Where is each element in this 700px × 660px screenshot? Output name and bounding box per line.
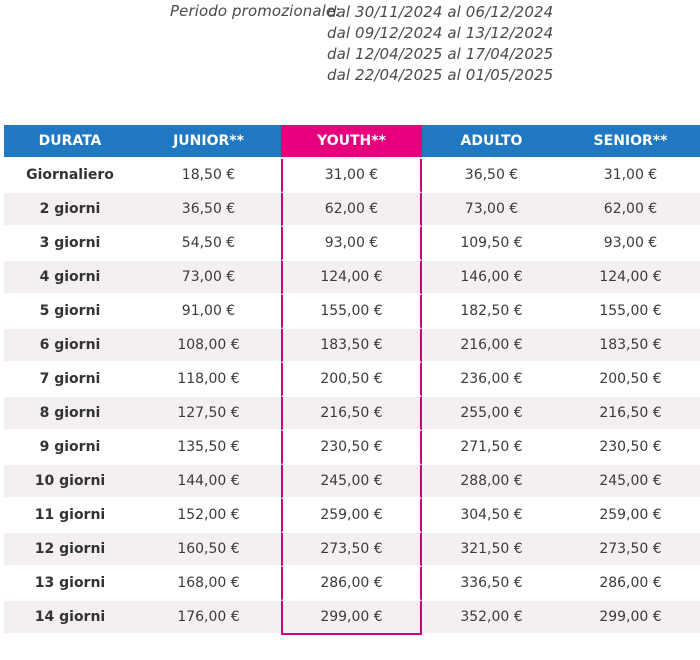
junior-price-cell: 144,00 € [136, 465, 281, 499]
adult-price-cell: 73,00 € [422, 193, 561, 227]
senior-price-cell: 124,00 € [561, 261, 700, 295]
senior-price-cell: 183,50 € [561, 329, 700, 363]
senior-price-cell: 31,00 € [561, 159, 700, 193]
adult-price-cell: 236,00 € [422, 363, 561, 397]
junior-price-cell: 73,00 € [136, 261, 281, 295]
adult-price-cell: 304,50 € [422, 499, 561, 533]
duration-cell: 3 giorni [4, 227, 136, 261]
senior-price-cell: 245,00 € [561, 465, 700, 499]
table-body [4, 159, 700, 635]
duration-cell: Giornaliero [4, 159, 136, 193]
header-adulto: ADULTO [422, 125, 561, 159]
youth-price-cell: 230,50 € [281, 431, 422, 465]
promo-label: Periodo promozionale: [170, 2, 341, 20]
duration-cell: 10 giorni [4, 465, 136, 499]
adult-price-cell: 216,00 € [422, 329, 561, 363]
duration-cell: 13 giorni [4, 567, 136, 601]
adult-price-cell: 36,50 € [422, 159, 561, 193]
youth-price-cell: 286,00 € [281, 567, 422, 601]
table-row [4, 363, 700, 397]
junior-price-cell: 135,50 € [136, 431, 281, 465]
youth-price-cell: 259,00 € [281, 499, 422, 533]
youth-price-cell: 31,00 € [281, 159, 422, 193]
senior-price-cell: 200,50 € [561, 363, 700, 397]
duration-cell: 12 giorni [4, 533, 136, 567]
table-row [4, 261, 700, 295]
table-row [4, 397, 700, 431]
duration-cell: 14 giorni [4, 601, 136, 635]
youth-price-cell: 200,50 € [281, 363, 422, 397]
header-youth: YOUTH** [281, 125, 422, 159]
header-durata: DURATA [4, 125, 136, 159]
junior-price-cell: 54,50 € [136, 227, 281, 261]
duration-cell: 8 giorni [4, 397, 136, 431]
adult-price-cell: 288,00 € [422, 465, 561, 499]
junior-price-cell: 118,00 € [136, 363, 281, 397]
youth-price-cell: 155,00 € [281, 295, 422, 329]
table-row [4, 329, 700, 363]
table-row [4, 193, 700, 227]
price-table [4, 125, 700, 635]
duration-cell: 5 giorni [4, 295, 136, 329]
duration-cell: 2 giorni [4, 193, 136, 227]
youth-price-cell: 245,00 € [281, 465, 422, 499]
junior-price-cell: 176,00 € [136, 601, 281, 635]
senior-price-cell: 230,50 € [561, 431, 700, 465]
table-header-row [4, 125, 700, 159]
junior-price-cell: 160,50 € [136, 533, 281, 567]
senior-price-cell: 216,50 € [561, 397, 700, 431]
junior-price-cell: 36,50 € [136, 193, 281, 227]
promo-date: dal 30/11/2024 al 06/12/2024 [327, 3, 554, 21]
table-row [4, 431, 700, 465]
table-row [4, 499, 700, 533]
price-table-container [4, 125, 700, 635]
youth-price-cell: 183,50 € [281, 329, 422, 363]
youth-price-cell: 124,00 € [281, 261, 422, 295]
table-row [4, 295, 700, 329]
youth-price-cell: 273,50 € [281, 533, 422, 567]
table-row [4, 533, 700, 567]
promo-date: dal 22/04/2025 al 01/05/2025 [327, 66, 554, 84]
adult-price-cell: 182,50 € [422, 295, 561, 329]
senior-price-cell: 93,00 € [561, 227, 700, 261]
youth-price-cell: 299,00 € [281, 601, 422, 635]
adult-price-cell: 352,00 € [422, 601, 561, 635]
promo-date: dal 12/04/2025 al 17/04/2025 [327, 45, 554, 63]
table-row [4, 227, 700, 261]
header-junior: JUNIOR** [136, 125, 281, 159]
duration-cell: 4 giorni [4, 261, 136, 295]
senior-price-cell: 273,50 € [561, 533, 700, 567]
junior-price-cell: 127,50 € [136, 397, 281, 431]
adult-price-cell: 109,50 € [422, 227, 561, 261]
duration-cell: 9 giorni [4, 431, 136, 465]
promo-date: dal 09/12/2024 al 13/12/2024 [327, 24, 554, 42]
adult-price-cell: 321,50 € [422, 533, 561, 567]
junior-price-cell: 168,00 € [136, 567, 281, 601]
promo-period [0, 2, 700, 92]
table-row [4, 601, 700, 635]
duration-cell: 6 giorni [4, 329, 136, 363]
table-row [4, 159, 700, 193]
adult-price-cell: 255,00 € [422, 397, 561, 431]
table-row [4, 567, 700, 601]
youth-price-cell: 62,00 € [281, 193, 422, 227]
duration-cell: 11 giorni [4, 499, 136, 533]
duration-cell: 7 giorni [4, 363, 136, 397]
header-senior: SENIOR** [561, 125, 700, 159]
senior-price-cell: 286,00 € [561, 567, 700, 601]
senior-price-cell: 259,00 € [561, 499, 700, 533]
junior-price-cell: 152,00 € [136, 499, 281, 533]
youth-price-cell: 216,50 € [281, 397, 422, 431]
adult-price-cell: 271,50 € [422, 431, 561, 465]
adult-price-cell: 146,00 € [422, 261, 561, 295]
junior-price-cell: 18,50 € [136, 159, 281, 193]
junior-price-cell: 108,00 € [136, 329, 281, 363]
senior-price-cell: 62,00 € [561, 193, 700, 227]
senior-price-cell: 155,00 € [561, 295, 700, 329]
senior-price-cell: 299,00 € [561, 601, 700, 635]
youth-price-cell: 93,00 € [281, 227, 422, 261]
table-row [4, 465, 700, 499]
junior-price-cell: 91,00 € [136, 295, 281, 329]
adult-price-cell: 336,50 € [422, 567, 561, 601]
